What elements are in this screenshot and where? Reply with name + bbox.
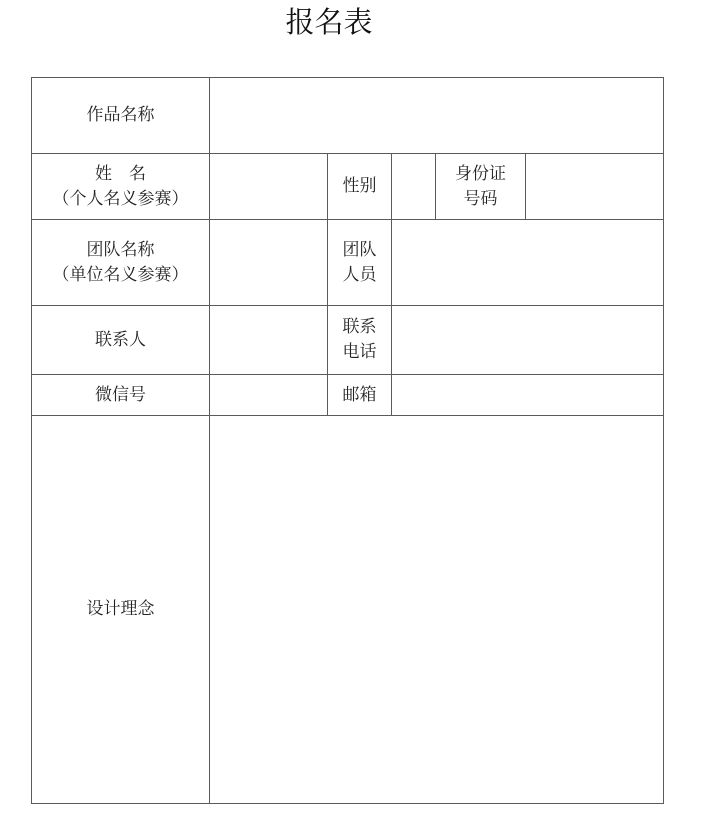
team-members-label: 团队 人员 <box>342 239 377 285</box>
page-title: 报名表 <box>285 5 373 39</box>
work-name-field[interactable] <box>210 78 663 153</box>
email-label: 邮箱 <box>342 384 377 405</box>
table-border-bottom <box>31 803 664 804</box>
email-field[interactable] <box>392 375 663 415</box>
team-name-field[interactable] <box>210 220 327 305</box>
contact-person-label: 联系人 <box>95 329 146 350</box>
wechat-label: 微信号 <box>95 384 146 405</box>
phone-label: 联系 电话 <box>342 317 377 362</box>
table-border-right <box>663 77 664 804</box>
wechat-field[interactable] <box>210 375 327 415</box>
team-members-field[interactable] <box>392 220 663 305</box>
name-label: 姓 名 （个人名义参赛） <box>52 163 189 209</box>
team-name-label: 团队名称 （单位名义参赛） <box>52 239 189 285</box>
gender-label: 性别 <box>342 176 377 196</box>
work-name-label: 作品名称 <box>86 105 155 125</box>
id-number-label: 身份证 号码 <box>455 163 506 209</box>
name-field[interactable] <box>210 154 327 219</box>
design-concept-label: 设计理念 <box>86 599 155 619</box>
id-number-field[interactable] <box>526 154 663 219</box>
gender-field[interactable] <box>392 154 435 219</box>
contact-person-field[interactable] <box>210 306 327 374</box>
phone-field[interactable] <box>392 306 663 374</box>
design-concept-field[interactable] <box>210 416 663 803</box>
